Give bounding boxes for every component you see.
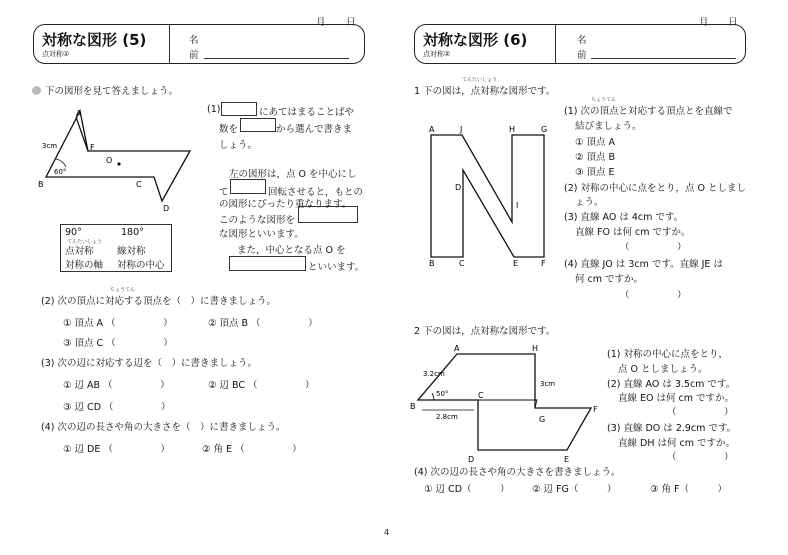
choice-item: 180° bbox=[121, 227, 144, 238]
figure-left-point-symmetric bbox=[36, 105, 206, 215]
p1-q1-item-b: ② 頂点 B bbox=[575, 152, 616, 163]
ruby-text: ちょうてん bbox=[110, 287, 136, 293]
choice-item: 90° bbox=[65, 227, 82, 238]
vertex-b: B bbox=[38, 180, 44, 189]
q2-item-c: ③ 頂点 C （ ） bbox=[63, 338, 173, 349]
worksheet-title: 対称な図形 (6) bbox=[423, 31, 528, 49]
name-label-bottom: 前 bbox=[577, 50, 587, 61]
choices-box bbox=[60, 224, 172, 272]
figure-n-shape bbox=[420, 120, 560, 266]
label-o: O bbox=[106, 156, 113, 165]
vertex-h: H bbox=[509, 125, 516, 134]
p2-q3-line2: 直線 DH は何 cm ですか。 bbox=[618, 438, 736, 449]
title-divider bbox=[555, 25, 556, 63]
length-label-b: 2.8cm bbox=[436, 413, 458, 421]
vertex-g: G bbox=[541, 125, 548, 134]
vertex-b: B bbox=[410, 402, 416, 411]
bullet-icon bbox=[32, 86, 41, 95]
worksheet-subtitle: 点対称② bbox=[423, 50, 451, 58]
vertex-e: E bbox=[564, 455, 570, 464]
q1-answer-box-5[interactable] bbox=[229, 256, 306, 271]
p1-heading: 1 下の図は，点対称な図形です。 bbox=[414, 86, 556, 97]
vertex-a: A bbox=[429, 125, 435, 134]
p2-q4-text: (4) 次の辺の長さや角の大きさを書きましょう。 bbox=[414, 467, 621, 478]
angle-label: 60° bbox=[54, 168, 67, 176]
vertex-e: E bbox=[513, 259, 519, 266]
p1-q1-line1: (1) 次の頂点と対応する頂点とを直線で bbox=[564, 106, 733, 117]
choice-item: 対称の中心 bbox=[117, 260, 165, 271]
q3-item-ab: ① 辺 AB （ ） bbox=[63, 380, 170, 391]
p1-q4-answer[interactable]: （ ） bbox=[620, 290, 687, 301]
vertex-i: I bbox=[516, 201, 519, 210]
q2-item-b: ② 頂点 B （ ） bbox=[208, 318, 318, 329]
page-number: 4 bbox=[384, 528, 390, 537]
p1-q3-line1: (3) 直線 AO は 4cm です。 bbox=[564, 212, 684, 223]
q1-answer-box-4[interactable] bbox=[298, 206, 358, 223]
p2-q2-line2: 直線 EO は何 cm ですか。 bbox=[618, 393, 735, 404]
name-label-bottom: 前 bbox=[189, 50, 199, 61]
q1-text-b: にあてはまることばや bbox=[259, 107, 355, 118]
angle-label: 50° bbox=[436, 390, 449, 398]
ruby-text: てんたいしょう bbox=[462, 77, 498, 83]
vertex-h: H bbox=[532, 344, 539, 353]
p1-q1-item-a: ① 頂点 A bbox=[575, 137, 616, 148]
name-field[interactable] bbox=[204, 58, 349, 59]
q1-text-l: また，中心となる点 O を bbox=[237, 245, 346, 256]
vertex-a: A bbox=[76, 109, 82, 118]
q1-text-f: 左の図形は，点 O を中心にし bbox=[229, 169, 357, 180]
n-outline bbox=[431, 135, 544, 257]
date-month-label: 月 bbox=[699, 17, 709, 28]
name-field[interactable] bbox=[591, 58, 736, 59]
p2-heading: 2 下の図は，点対称な図形です。 bbox=[414, 326, 556, 337]
q1-text-e: しょう。 bbox=[219, 140, 258, 151]
q1-text-m: といいます。 bbox=[308, 262, 365, 273]
vertex-b: B bbox=[429, 259, 435, 266]
q2-item-a: ① 頂点 A （ ） bbox=[63, 318, 173, 329]
p1-q4-line2: 何 cm ですか。 bbox=[575, 274, 644, 285]
center-point-o bbox=[117, 162, 120, 165]
instruction-left: 下の図形を見て答えましょう。 bbox=[32, 83, 178, 97]
shape2-inner-edge bbox=[478, 400, 537, 408]
p1-q3-answer[interactable]: （ ） bbox=[620, 242, 687, 253]
vertex-f: F bbox=[593, 405, 598, 414]
vertex-f: F bbox=[541, 259, 546, 266]
vertex-d: D bbox=[468, 455, 475, 464]
q1-answer-box-3[interactable] bbox=[230, 179, 266, 194]
p2-q1-line1: (1) 対称の中心に点をとり， bbox=[607, 349, 728, 360]
q1-answer-box-2[interactable] bbox=[240, 118, 276, 132]
angle-arc bbox=[56, 159, 66, 167]
q1-text-c: 数を bbox=[219, 124, 239, 135]
vertex-g: G bbox=[539, 415, 546, 424]
p1-q2-line1: (2) 対称の中心に点をとり，点 O としまし bbox=[564, 183, 746, 194]
q2-text: (2) 次の頂点に対応する頂点を（ ）に書きましょう。 bbox=[41, 296, 276, 307]
vertex-d: D bbox=[163, 204, 170, 213]
shape2-outline bbox=[418, 354, 591, 450]
p2-q4-item-f: ③ 角 F（ ） bbox=[650, 484, 728, 495]
q1-text-j: このような図形を bbox=[219, 215, 296, 226]
q4-item-e: ② 角 E （ ） bbox=[202, 444, 302, 455]
p1-q3-line2: 直線 FO は何 cm ですか。 bbox=[575, 227, 691, 238]
shape-outline bbox=[46, 111, 190, 201]
figure-2-shape bbox=[408, 338, 608, 468]
angle-arc bbox=[432, 393, 434, 400]
vertex-d: D bbox=[455, 183, 462, 192]
p2-q4-item-fg: ② 辺 FG（ ） bbox=[532, 484, 617, 495]
q3-text: (3) 次の辺に対応する辺を（ ）に書きましょう。 bbox=[41, 358, 257, 369]
q1-text-i: の図形にぴったり重なります。 bbox=[219, 199, 352, 210]
choice-item: 線対称 bbox=[117, 246, 146, 257]
date-day-label: 日 bbox=[728, 17, 738, 28]
q1-answer-box-1[interactable] bbox=[221, 102, 257, 116]
q1-text-g: て bbox=[219, 187, 229, 198]
length-label-a: 3.2cm bbox=[423, 370, 445, 378]
worksheet-title: 対称な図形 (5) bbox=[42, 31, 147, 49]
choice-item: 点対称 bbox=[65, 246, 94, 257]
p1-q4-line1: (4) 直線 JO は 3cm です。直線 JE は bbox=[564, 259, 723, 270]
q4-text: (4) 次の辺の長さや角の大きさを（ ）に書きましょう。 bbox=[41, 422, 286, 433]
name-label-top: 名 bbox=[189, 35, 199, 46]
p2-q3-answer[interactable]: （ ） bbox=[667, 452, 734, 463]
p2-q3-line1: (3) 直線 DO は 2.9cm です。 bbox=[607, 423, 737, 434]
p1-q1-item-e: ③ 頂点 E bbox=[575, 167, 615, 178]
ruby-text: ちょうてん bbox=[591, 97, 617, 103]
p1-q1-line2: 結びましょう。 bbox=[575, 121, 642, 132]
worksheet-subtitle: 点対称① bbox=[42, 50, 70, 58]
ruby-text: てんたいしょう bbox=[67, 239, 103, 245]
length-label-c: 3cm bbox=[540, 380, 556, 388]
p2-q2-line1: (2) 直線 AO は 3.5cm です。 bbox=[607, 379, 736, 390]
q1-text-k: な図形といいます。 bbox=[219, 229, 304, 240]
name-label-top: 名 bbox=[577, 35, 587, 46]
vertex-c: C bbox=[459, 259, 465, 266]
vertex-j: J bbox=[460, 125, 463, 134]
q1-text-h: 回転させると，もとの bbox=[268, 187, 364, 198]
vertex-f: F bbox=[90, 143, 95, 152]
vertex-a: A bbox=[454, 344, 460, 353]
p2-q4-item-cd: ① 辺 CD（ ） bbox=[424, 484, 510, 495]
choice-item: 対称の軸 bbox=[65, 260, 104, 271]
q3-item-bc: ② 辺 BC （ ） bbox=[208, 380, 315, 391]
title-box-left bbox=[33, 24, 365, 64]
date-day-label: 日 bbox=[346, 17, 356, 28]
q1-label: (1) bbox=[207, 104, 221, 115]
title-divider bbox=[169, 25, 170, 63]
date-month-label: 月 bbox=[316, 17, 326, 28]
vertex-c: C bbox=[478, 391, 484, 400]
p1-q2-line2: ょう。 bbox=[575, 197, 604, 208]
q4-item-de: ① 辺 DE （ ） bbox=[63, 444, 170, 455]
p2-q2-answer[interactable]: （ ） bbox=[667, 407, 734, 418]
q1-text-d: から選んで書きま bbox=[276, 124, 353, 135]
p2-q1-line2: 点 O としましょう。 bbox=[618, 364, 708, 375]
length-label: 3cm bbox=[42, 142, 58, 150]
vertex-c: C bbox=[136, 180, 142, 189]
q3-item-cd: ③ 辺 CD （ ） bbox=[63, 402, 171, 413]
title-box-right bbox=[414, 24, 746, 64]
